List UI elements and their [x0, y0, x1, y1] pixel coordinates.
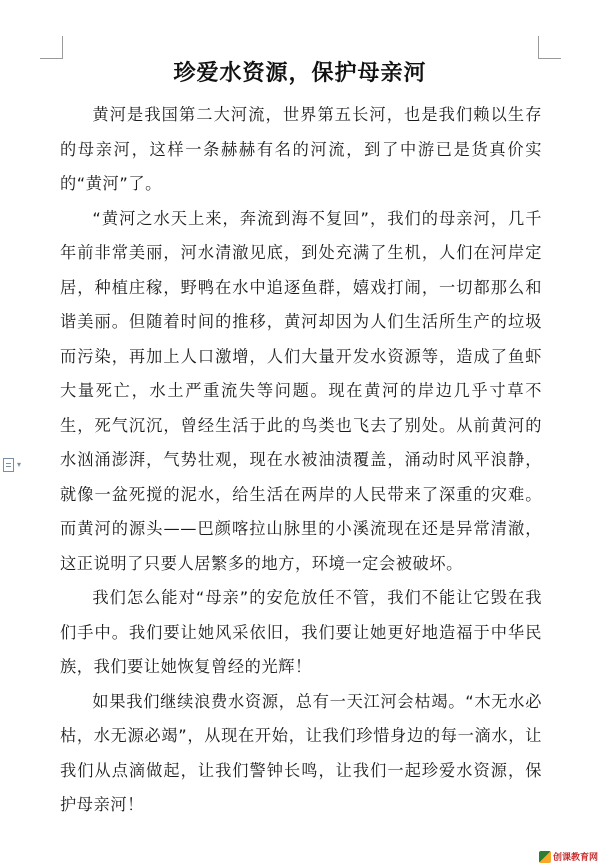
document-icon	[3, 458, 14, 472]
paragraph-layout-button[interactable]	[3, 457, 21, 472]
chevron-down-icon: ▾	[17, 460, 22, 469]
watermark-text: 创课教育网	[552, 853, 598, 863]
paragraph-4: 如果我们继续浪费水资源，总有一天江河会枯竭。“木无水必枯，水无源必竭”，从现在开始，让我们珍惜身边的每一滴水，让我们从点滴做起，让我们警钟长鸣，让我们一起珍爱水资源，保护母亲河！	[60, 691, 542, 814]
logo-icon	[539, 851, 551, 863]
document-body	[60, 98, 542, 823]
paragraph-1: 黄河是我国第二大河流，世界第五长河，也是我们赖以生存的母亲河，这样一条赫赫有名的河流，到了中游已是货真价实的“黄河”了。	[60, 105, 542, 193]
paragraph-2: “黄河之水天上来，奔流到海不复回”，我们的母亲河，几千年前非常美丽，河水清澈见底，到处充满了生机，人们在河岸定居，种植庄稼，野鸭在水中追逐鱼群，嬉戏打闹，一切都那么和谐美丽。但随着时间的推移，黄河却因为人们生活所生产的垃圾而污染，再加上人口激增，人们大量开发水资源等，造成了鱼虾大量死亡，水土严重流失等问题。现在黄河的岸边几乎寸草不生，死气沉沉，曾经生活于此的鸟类也飞去了别处。从前黄河的水汹涌澎湃，气势壮观，现在水被油渍覆盖，涌动时风平浪静，就像一盆死搅的泥水，给生活在两岸的人民带来了深重的灾难。而黄河的源头——巴颜喀拉山脉里的小溪流现在还是异常清澈，这正说明了只要人居繁多的地方，环境一定会被破坏。	[60, 208, 542, 573]
document-title: 珍爱水资源，保护母亲河	[173, 61, 427, 86]
site-watermark	[539, 850, 598, 863]
paragraph-3: 我们怎么能对“母亲”的安危放任不管，我们不能让它毁在我们手中。我们要让她风采依旧，我们要让她更好地造福于中华民族，我们要让她恢复曾经的光辉！	[60, 588, 542, 676]
